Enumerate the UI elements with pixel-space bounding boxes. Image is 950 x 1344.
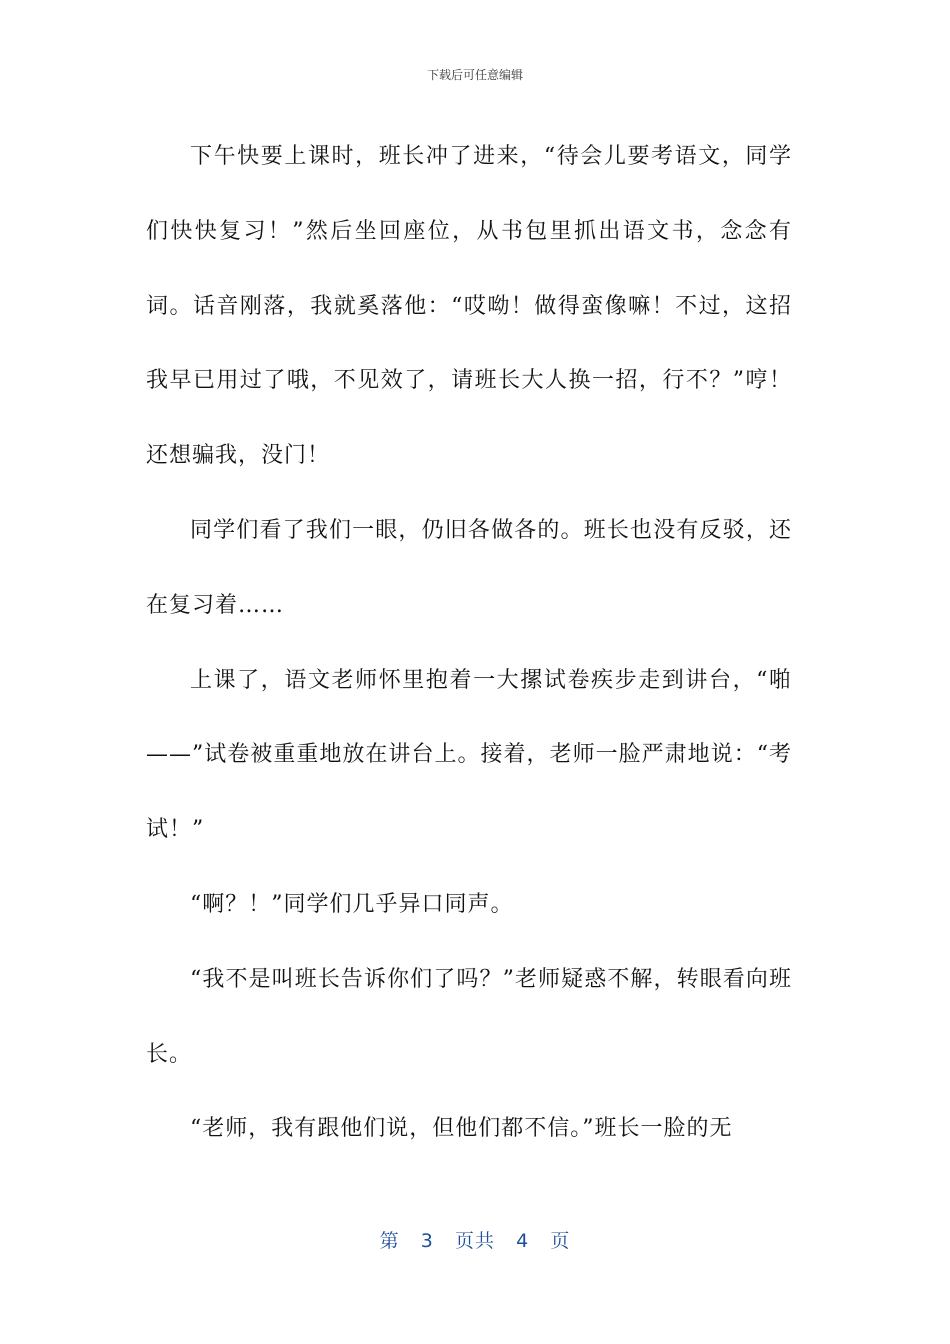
paragraph-3: 上课了，语文老师怀里抱着一大摞试卷疾步走到讲台，“啪——”试卷被重重地放在讲台上。接着，老师一脸严肃地说：“考试！” [146, 667, 792, 843]
document-body [146, 120, 792, 1167]
paragraph-1: 下午快要上课时，班长冲了进来，“待会儿要考语文，同学们快快复习！”然后坐回座位，从书包里抓出语文书，念念有词。话音刚落，我就奚落他：“哎呦！做得蛮像嘛！不过，这招我早已用过了哦，不见效了，请班长大人换一招，行不？”哼！还想骗我，没门！ [146, 144, 792, 469]
paragraph-4: “啊？！”同学们几乎异口同声。 [190, 891, 514, 917]
paragraph-6: “老师，我有跟他们说，但他们都不信。”班长一脸的无 [190, 1116, 733, 1142]
paragraph-2: 同学们看了我们一眼，仍旧各做各的。班长也没有反驳，还在复习着…… [146, 517, 792, 618]
footer-total-pages: 4 [516, 1230, 530, 1252]
footer-middle: 页共 [454, 1230, 495, 1252]
footer-prefix: 第 [379, 1230, 400, 1252]
footer-current-page: 3 [420, 1230, 434, 1252]
header-note: 下载后可任意编辑 [426, 68, 523, 82]
paragraph-5: “我不是叫班长告诉你们了吗？”老师疑惑不解，转眼看向班长。 [146, 966, 792, 1067]
page-footer [0, 1226, 950, 1253]
footer-suffix: 页 [550, 1230, 571, 1252]
